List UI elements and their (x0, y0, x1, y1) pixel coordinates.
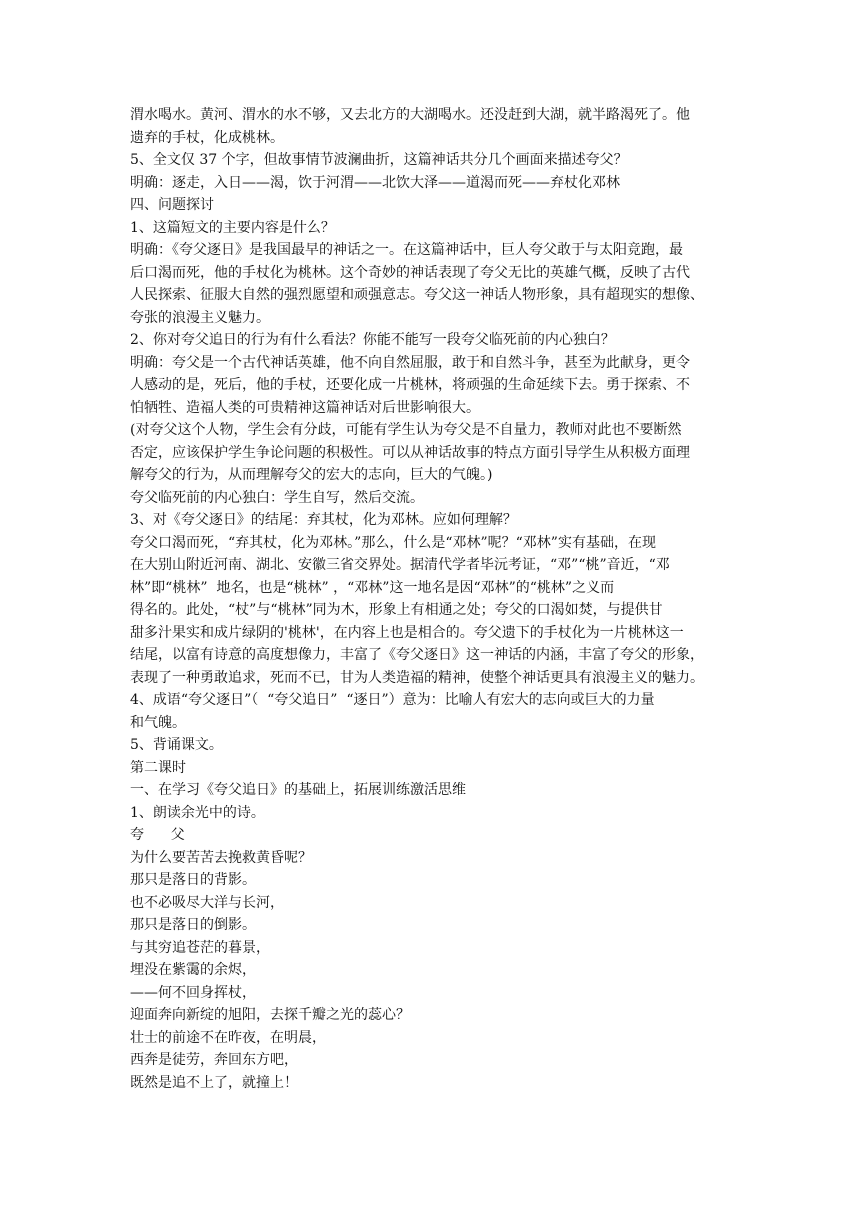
text-line: 5、全文仅 37 个字，但故事情节波澜曲折，这篇神话共分几个画面来描述夸父？ (130, 152, 628, 168)
text-line: 夸父临死前的内心独白：学生自写，然后交流。 (130, 489, 424, 506)
text-line: 与其穷追苍茫的暮景， (130, 939, 270, 956)
text-line: 怕牺牲、造福人类的可贵精神这篇神话对后世影响很大。 (130, 399, 480, 416)
text-line: 第二课时 (130, 759, 186, 776)
text-line: 埋没在紫霭的余烬， (130, 962, 256, 978)
text-line: 1、这篇短文的主要内容是什么？ (130, 219, 335, 236)
text-line: 否定，应该保护学生争论问题的积极性。可以从神话故事的特点方面引导学生从积极方面理 (130, 444, 690, 461)
text-line: 夸张的浪漫主义魅力。 (130, 309, 270, 326)
text-line: 明确：夸父是一个古代神话英雄，他不向自然屈服，敢于和自然斗争，甚至为此献身，更令 (130, 354, 690, 371)
text-line: 既然是追不上了，就撞上！ (130, 1074, 298, 1091)
text-line: 4、成语“夸父逐日”（ “夸父追日” “逐日”）意为：比喻人有宏大的志向或巨大的力量 (130, 692, 655, 708)
text-line: 人民探索、征服大自然的强烈愿望和顽强意志。夸父这一神话人物形象，具有超现实的想像、 (130, 287, 704, 303)
text-line: 一、在学习《夸父追日》的基础上，拓展训练激活思维 (130, 782, 466, 798)
text-line: 那只是落日的背影。 (130, 872, 256, 888)
text-line: 结尾，以富有诗意的高度想像力，丰富了《夸父逐日》这一神话的内涵，丰富了夸父的形象， (130, 647, 704, 663)
text-line: 壮士的前途不在昨夜，在明晨， (130, 1029, 326, 1046)
text-line: 夸父口渴而死，“弃其杖，化为邓林。”那么，什么是“邓林”呢？“邓林”实有基础，在现 (130, 534, 656, 551)
text-line: 表现了一种勇敢追求，死而不已，甘为人类造福的精神，使整个神话更具有浪漫主义的魅力。 (130, 669, 704, 686)
text-line: 夸 父 (130, 827, 185, 843)
text-line: 解夸父的行为，从而理解夸父的宏大的志向，巨大的气魄。) (130, 467, 493, 483)
text-line: 西奔是徒劳，奔回东方吧， (130, 1052, 298, 1068)
text-line: 得名的。此处，“杖”与“桃林”同为木，形象上有相通之处；夸父的口渴如焚，与提供甘 (130, 602, 663, 618)
text-line: ——何不回身挥杖， (130, 984, 256, 1001)
text-line: 渭水喝水。黄河、渭水的水不够，又去北方的大湖喝水。还没赶到大湖，就半路渴死了。他 (130, 107, 690, 123)
text-line: 在大别山附近河南、湖北、安徽三省交界处。据清代学者毕沅考证，“邓”“桃”音近，“邓 (130, 557, 670, 573)
text-line: 明确：《夸父逐日》是我国最早的神话之一。在这篇神话中，巨人夸父敢于与太阳竞跑，最 (130, 242, 683, 258)
text-line: 也不必吸尽大洋与长河， (130, 894, 284, 911)
text-line: 迎面奔向新绽的旭阳，去探千瓣之光的蕊心？ (130, 1007, 410, 1023)
text-line: 5、背诵课文。 (130, 737, 223, 753)
text-line: 明确：逐走，入日——渴，饮于河渭——北饮大泽——道渴而死——弃杖化邓林 (130, 174, 620, 191)
text-line: 甜多汁果实和成片绿阴的'桃林'，在内容上也是相合的。夸父遗下的手杖化为一片桃林这一 (130, 624, 684, 641)
document-body (130, 104, 732, 1094)
text-line: 1、朗读余光中的诗。 (130, 804, 265, 821)
text-line: (对夸父这个人物，学生会有分歧，可能有学生认为夸父是不自量力，教师对此也不要断然 (130, 422, 682, 438)
text-line: 遗弃的手杖，化成桃林。 (130, 129, 284, 146)
text-line: 四、问题探讨 (130, 197, 214, 213)
text-line: 3、对《夸父逐日》的结尾：弃其杖，化为邓林。应如何理解？ (130, 512, 517, 528)
text-line: 林”即“桃林” 地名，也是“桃林” ，“邓林”这一地名是因“邓林”的“桃林”之义而 (130, 579, 615, 596)
text-line: 那只是落日的倒影。 (130, 917, 256, 933)
text-line: 为什么要苦苦去挽救黄昏呢？ (130, 849, 312, 866)
text-line: 人感动的是，死后，他的手杖，还要化成一片桃林，将顽强的生命延续下去。勇于探索、不 (130, 377, 690, 393)
text-line: 2、你对夸父追日的行为有什么看法？你能不能写一段夸父临死前的内心独白？ (130, 332, 615, 348)
text-line: 和气魄。 (130, 714, 186, 731)
text-line: 后口渴而死，他的手杖化为桃林。这个奇妙的神话表现了夸父无比的英雄气概，反映了古代 (130, 264, 690, 281)
